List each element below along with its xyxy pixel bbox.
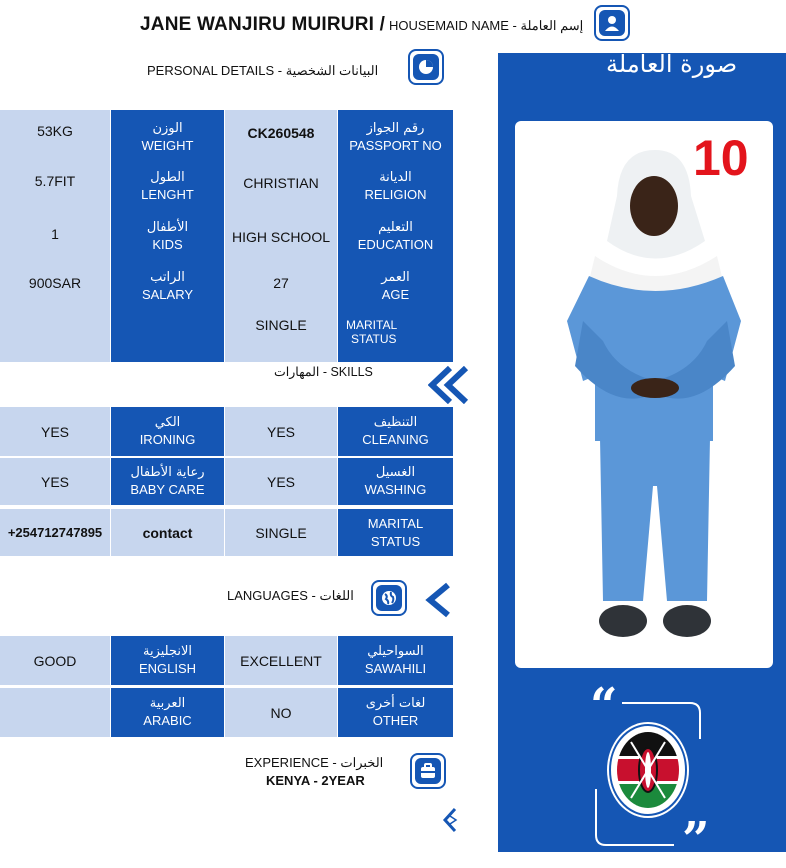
languages-heading: LANGUAGES - اللغات	[227, 588, 354, 603]
education-value: HIGH SCHOOL	[225, 222, 337, 252]
other-language-label: لغات أخرى OTHER	[338, 688, 453, 737]
swahili-value: EXCELLENT	[225, 636, 337, 685]
contact-label: contact	[111, 509, 224, 556]
ironing-label: الكي IRONING	[111, 407, 224, 456]
double-chevron-left-icon	[428, 366, 468, 409]
ironing-value: YES	[0, 407, 110, 456]
baby-care-label: رعاية الأطفال BABY CARE	[111, 458, 224, 505]
worker-name: JANE WANJIRU MUIRURI /	[140, 14, 386, 35]
kenya-flag-emblem	[607, 722, 689, 818]
small-arrow-icon	[442, 805, 458, 840]
contact-value: +254712747895	[0, 509, 110, 556]
personal-details-heading: PERSONAL DETAILS - البيانات الشخصية	[147, 63, 379, 78]
marital-status-value-2: SINGLE	[225, 509, 337, 556]
cleaning-value: YES	[225, 407, 337, 456]
chevron-left-icon	[424, 582, 452, 623]
kids-label: الأطفال KIDS	[111, 215, 224, 259]
washing-value: YES	[225, 458, 337, 505]
user-icon	[594, 5, 630, 41]
english-label: الانجليزية ENGLISH	[111, 636, 224, 685]
quote-open: “	[590, 678, 618, 734]
weight-value: 53KG	[0, 116, 110, 146]
swahili-label: السواحيلي SAWAHILI	[338, 636, 453, 685]
salary-value: 900SAR	[0, 268, 110, 298]
arabic-value	[0, 688, 110, 737]
age-value: 27	[225, 268, 337, 298]
skills-heading: المهارات - SKILLS	[274, 365, 373, 379]
experience-value: KENYA - 2YEAR	[266, 773, 365, 788]
religion-label: الديانة RELIGION	[338, 165, 453, 209]
marital-status-label: MARITAL STATUS	[346, 316, 406, 348]
worker-name-label: HOUSEMAID NAME - إسم العاملة	[389, 18, 584, 33]
marital-status-value: SINGLE	[225, 310, 337, 340]
other-language-value: NO	[225, 688, 337, 737]
english-value: GOOD	[0, 636, 110, 685]
salary-label: الراتب SALARY	[111, 265, 224, 309]
worker-number: 10	[693, 130, 749, 186]
marital-status-label-2: MARITAL STATUS	[338, 509, 453, 556]
globe-icon	[371, 580, 407, 616]
pie-chart-icon	[408, 49, 444, 85]
age-label: العمر AGE	[338, 265, 453, 309]
briefcase-icon	[410, 753, 446, 789]
quote-close: ”	[682, 812, 710, 868]
education-label: التعليم EDUCATION	[338, 215, 453, 259]
weight-label: الوزن WEIGHT	[111, 116, 224, 160]
religion-value: CHRISTIAN	[225, 168, 337, 198]
washing-label: الغسيل WASHING	[338, 458, 453, 505]
passport-value: CK260548	[225, 118, 337, 148]
arabic-label: العربية ARABIC	[111, 688, 224, 737]
cleaning-label: التنظيف CLEANING	[338, 407, 453, 456]
experience-heading: EXPERIENCE - الخبرات	[245, 755, 384, 770]
kids-value: 1	[0, 219, 110, 249]
worker-photo	[555, 146, 755, 651]
passport-label: رقم الجواز PASSPORT NO	[338, 116, 453, 160]
baby-care-value: YES	[0, 458, 110, 505]
length-label: الطول LENGHT	[111, 165, 224, 209]
photo-panel-title: صورة العاملة	[606, 50, 738, 78]
length-value: 5.7FIT	[0, 166, 110, 196]
photo-card	[515, 121, 773, 668]
